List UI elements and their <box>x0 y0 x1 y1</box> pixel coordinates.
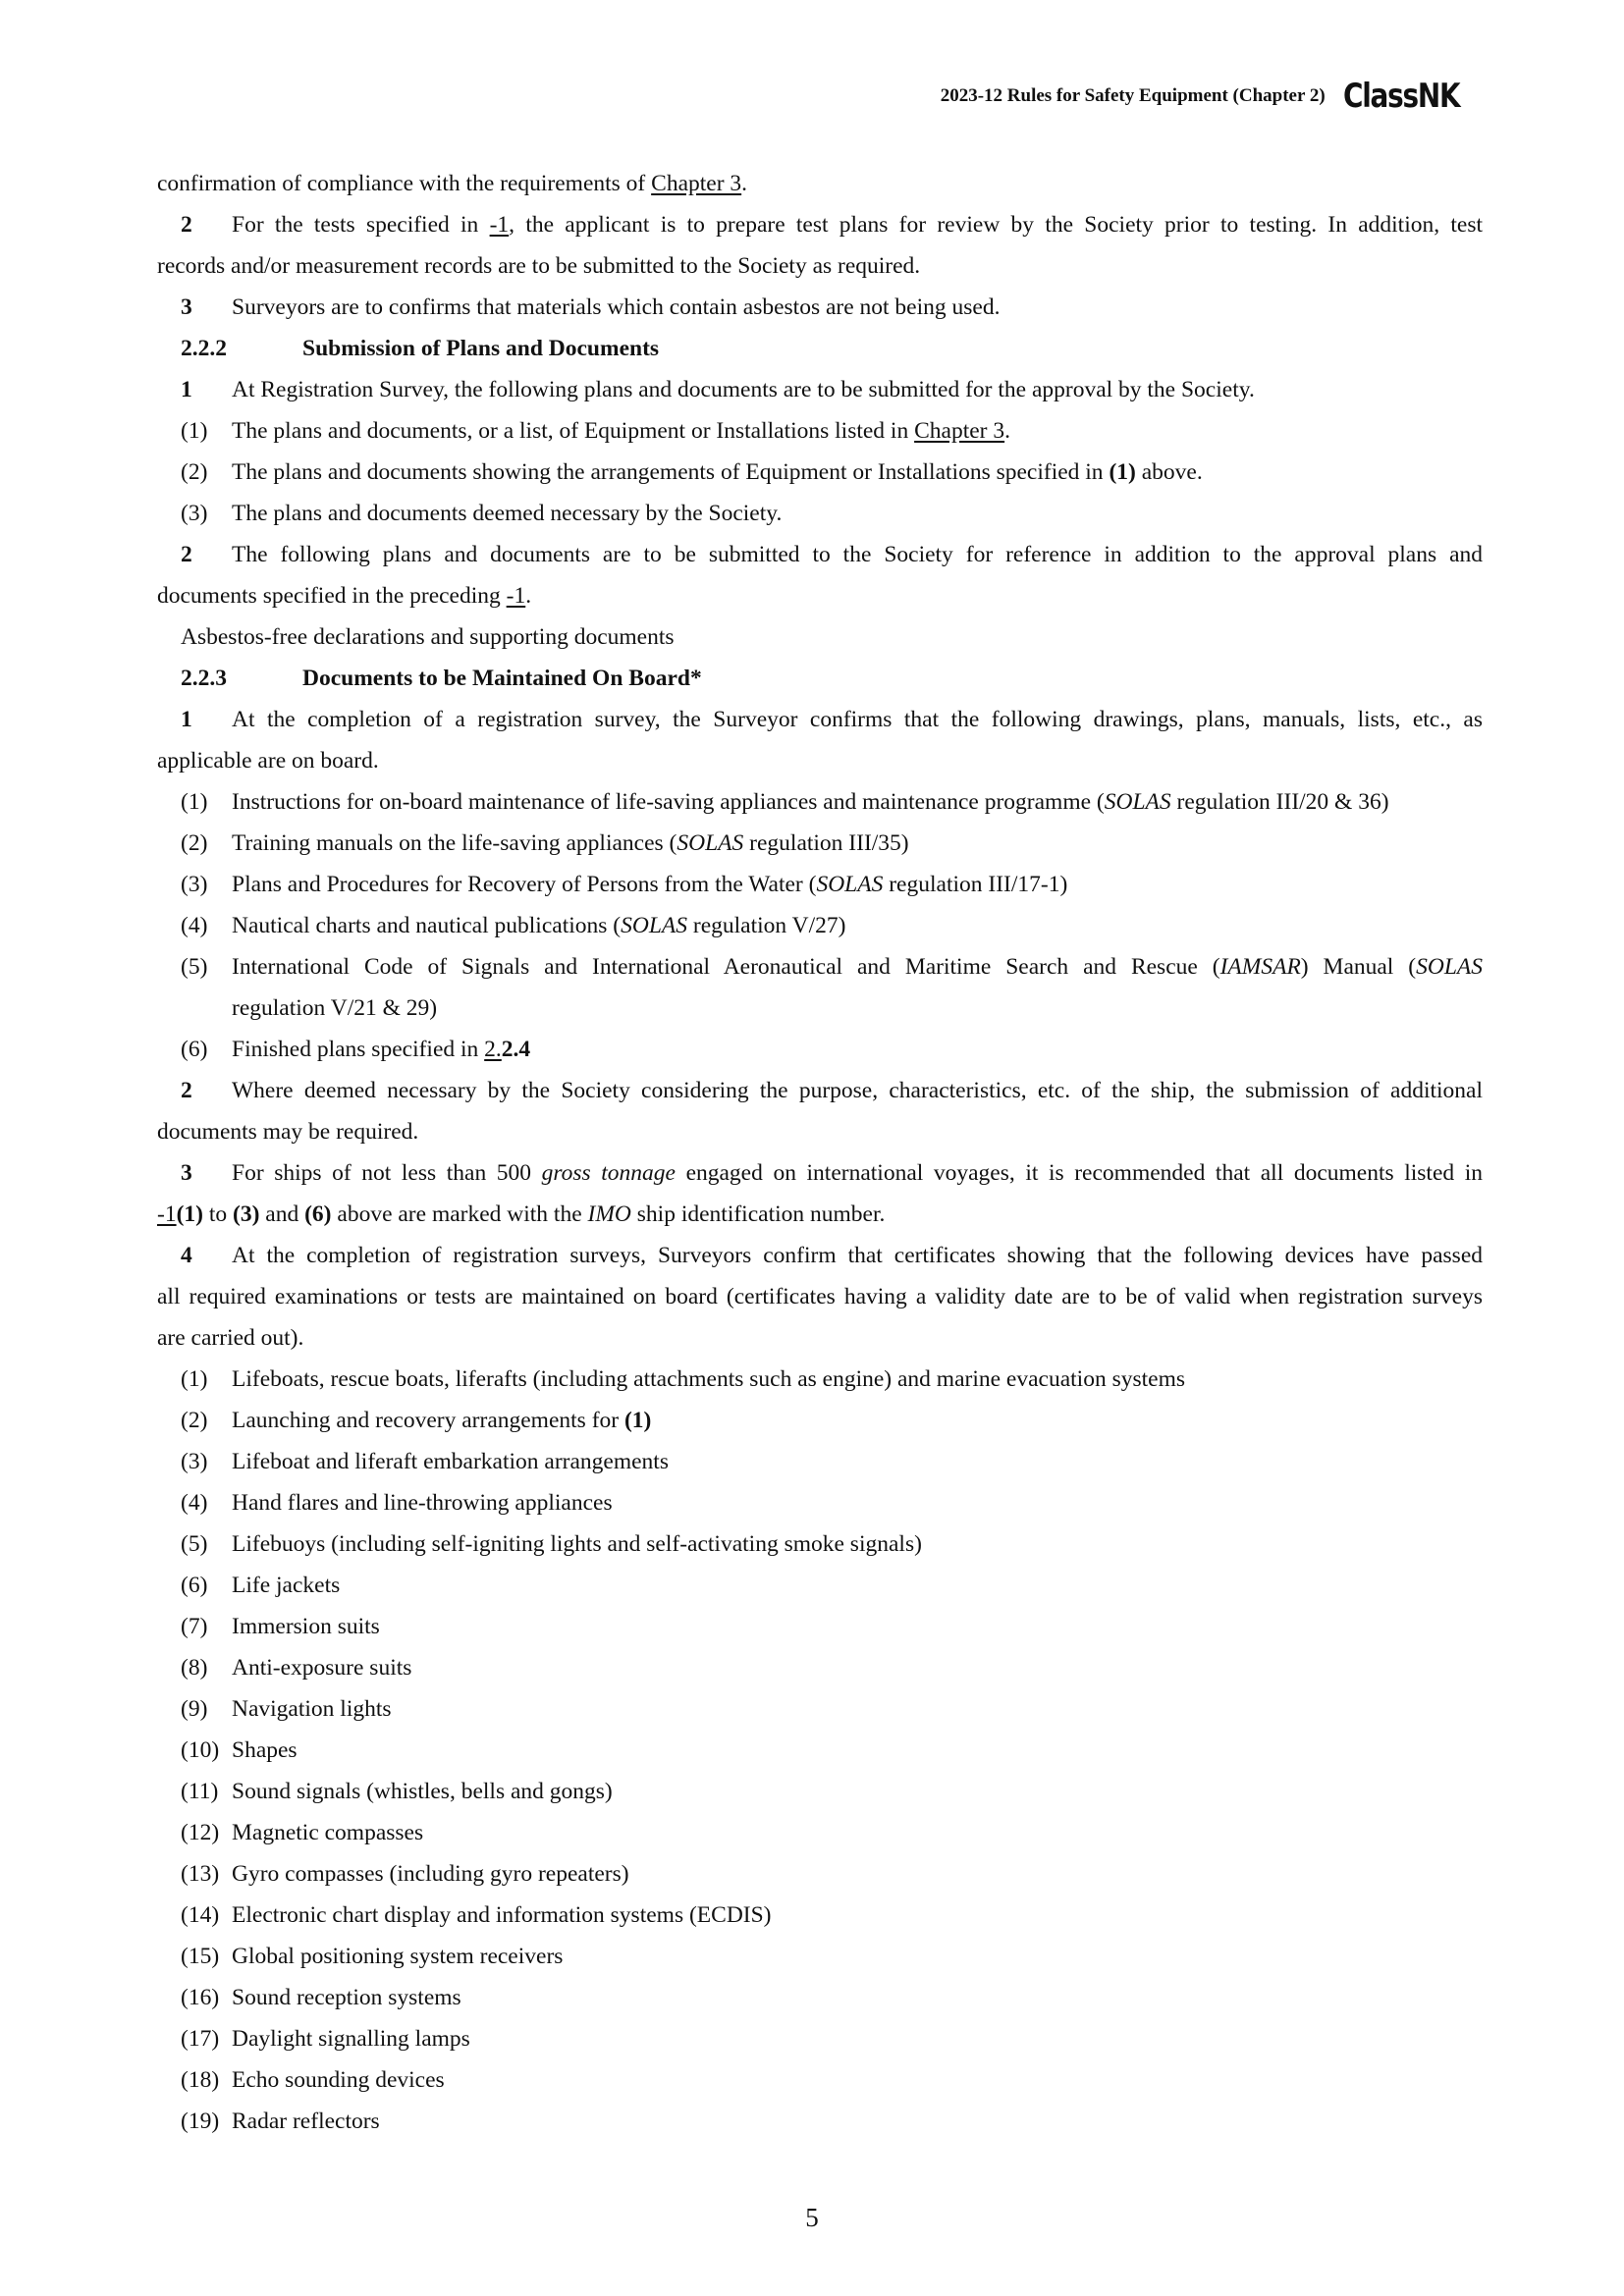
page-number: 5 <box>805 2203 819 2232</box>
paragraph-3: 3 Surveyors are to confirms that materials which contain asbestos are not being used. <box>181 294 1001 320</box>
s223-paragraph-2: 2 Where deemed necessary by the Society considering the purpose, characteristics, etc. of the ship, the submission of additional <box>181 1078 1483 1103</box>
s223-paragraph-1-cont: applicable are on board. <box>157 748 379 774</box>
cert-item: (17) Daylight signalling lamps <box>181 2026 470 2052</box>
cert-item: (13) Gyro compasses (including gyro repeaters) <box>181 1861 629 1887</box>
document-body <box>157 163 1483 2142</box>
s222-paragraph-2-cont: documents specified in the preceding -1. <box>157 583 532 609</box>
page-header <box>941 77 1477 116</box>
s223-paragraph-3: 3 For ships of not less than 500 gross tonnage engaged on international voyages, it is recommended that all documents listed in <box>181 1160 1483 1186</box>
s223-paragraph-2-cont: documents may be required. <box>157 1119 419 1145</box>
paragraph-continuation: confirmation of compliance with the requirements of Chapter 3. <box>157 171 748 196</box>
ref-1-link[interactable]: -1 <box>506 583 526 609</box>
cert-item: (4) Hand flares and line-throwing appliances <box>181 1490 613 1516</box>
s222-item-3: (3) The plans and documents deemed necessary by the Society. <box>181 501 783 526</box>
header-title: 2023-12 Rules for Safety Equipment (Chapter 2) <box>940 85 1326 106</box>
s222-paragraph-2: 2 The following plans and documents are to be submitted to the Society for reference in addition to the approval plans and <box>181 542 1483 567</box>
doc-item-3: (3) Plans and Procedures for Recovery of Persons from the Water (SOLAS regulation III/17-1) <box>181 872 1068 897</box>
cert-item: (14) Electronic chart display and information systems (ECDIS) <box>181 1902 772 1928</box>
section-heading-2-2-3: 2.2.3 Documents to be Maintained On Board* <box>181 666 702 691</box>
paragraph-2: 2 For the tests specified in -1, the applicant is to prepare test plans for review by the Society prior to testing. In addition, test <box>181 212 1484 238</box>
doc-item-1: (1) Instructions for on-board maintenance of life-saving appliances and maintenance programme (SOLAS regulation III/20 & 36) <box>181 789 1389 815</box>
doc-item-6: (6) Finished plans specified in 2.2.4 <box>181 1037 531 1062</box>
cert-item: (2) Launching and recovery arrangements for (1) <box>181 1408 652 1433</box>
s222-item-1: (1) The plans and documents, or a list, of Equipment or Installations listed in Chapter 3. <box>181 418 1010 444</box>
cert-item: (7) Immersion suits <box>181 1614 380 1639</box>
cert-item: (16) Sound reception systems <box>181 1985 461 2010</box>
doc-item-2: (2) Training manuals on the life-saving appliances (SOLAS regulation III/35) <box>181 830 909 856</box>
chapter-3-link[interactable]: Chapter 3 <box>651 171 742 196</box>
doc-item-5: (5) International Code of Signals and International Aeronautical and Maritime Search and Rescue (IAMSAR) Manual (SOLAS <box>181 954 1483 980</box>
paragraph-2-cont: records and/or measurement records are to be submitted to the Society as required. <box>157 253 921 279</box>
s223-paragraph-3-cont: -1(1) to (3) and (6) above are marked with the IMO ship identification number. <box>157 1201 886 1227</box>
cert-item: (18) Echo sounding devices <box>181 2067 445 2093</box>
cert-item: (10) Shapes <box>181 1737 298 1763</box>
section-heading-2-2-2: 2.2.2 Submission of Plans and Documents <box>181 336 660 361</box>
doc-item-4: (4) Nautical charts and nautical publications (SOLAS regulation V/27) <box>181 913 846 938</box>
ref-2-2-4-link[interactable]: 2. <box>484 1037 502 1062</box>
doc-item-5-cont: regulation V/21 & 29) <box>232 995 438 1021</box>
cert-item: (12) Magnetic compasses <box>181 1820 424 1845</box>
cert-item: (1) Lifeboats, rescue boats, liferafts (including attachments such as engine) and marine evacuation systems <box>181 1366 1186 1392</box>
chapter-3-link[interactable]: Chapter 3 <box>914 418 1005 444</box>
cert-item: (3) Lifeboat and liferaft embarkation arrangements <box>181 1449 669 1474</box>
ref-1-link[interactable]: -1 <box>157 1201 177 1227</box>
s223-paragraph-4-cont2: are carried out). <box>157 1325 304 1351</box>
cert-item: (8) Anti-exposure suits <box>181 1655 412 1681</box>
cert-item: (6) Life jackets <box>181 1573 341 1598</box>
classnk-logo: ClassNK <box>1342 77 1460 116</box>
cert-item: (9) Navigation lights <box>181 1696 392 1722</box>
s222-paragraph-1: 1 At Registration Survey, the following plans and documents are to be submitted for the approval by the Society. <box>181 377 1255 402</box>
cert-item: (19) Radar reflectors <box>181 2109 380 2134</box>
s222-item-2: (2) The plans and documents showing the arrangements of Equipment or Installations specified in (1) above. <box>181 459 1203 485</box>
s223-paragraph-1: 1 At the completion of a registration survey, the Surveyor confirms that the following drawings, plans, manuals, lists, etc., as <box>181 707 1483 732</box>
s223-paragraph-4: 4 At the completion of registration surveys, Surveyors confirm that certificates showing that the following devices have passed <box>181 1243 1483 1268</box>
cert-item: (5) Lifebuoys (including self-igniting lights and self-activating smoke signals) <box>181 1531 922 1557</box>
asbestos-declaration-line: Asbestos-free declarations and supporting documents <box>181 624 675 650</box>
cert-item: (15) Global positioning system receivers <box>181 1944 564 1969</box>
ref-1-link[interactable]: -1 <box>489 212 510 238</box>
s223-paragraph-4-cont: all required examinations or tests are maintained on board (certificates having a validity date are to be of valid when registration surveys <box>157 1284 1483 1309</box>
cert-item: (11) Sound signals (whistles, bells and gongs) <box>181 1779 613 1804</box>
